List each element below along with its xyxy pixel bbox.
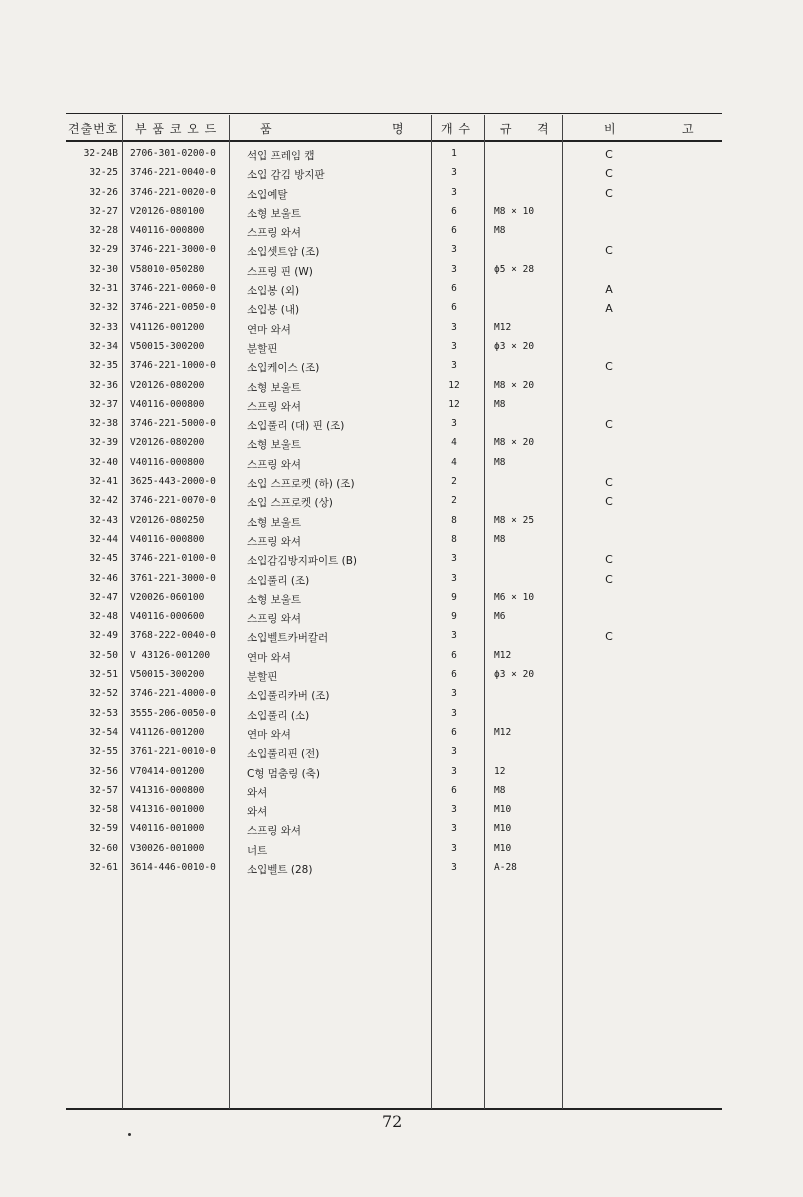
part-name: 스프링 와셔: [247, 400, 302, 413]
part-code: V40116-000800: [130, 225, 205, 237]
part-name: 소입예탈: [247, 188, 288, 201]
table-row: [0, 241, 803, 260]
part-quantity: 8: [451, 514, 457, 526]
part-name: 소입감김방지파이트 (B): [247, 555, 358, 568]
part-number: 32-58: [89, 804, 118, 816]
part-note: C: [605, 418, 613, 432]
part-note: C: [605, 186, 613, 200]
part-name: 스프링 와셔: [247, 613, 302, 626]
part-number: 32-56: [89, 765, 118, 777]
header-spec-left: 규: [500, 122, 513, 136]
part-quantity: 6: [451, 649, 457, 661]
part-quantity: 3: [451, 186, 457, 198]
part-name: 소형 보울트: [247, 381, 302, 394]
part-quantity: 1: [451, 148, 457, 159]
part-number: 32-60: [89, 842, 118, 854]
table-row: [0, 203, 803, 222]
table-row: [0, 570, 803, 589]
page-number: 72: [382, 1112, 403, 1131]
part-quantity: 6: [451, 225, 457, 237]
part-number: 32-45: [89, 553, 118, 565]
header-qty: 개 수: [441, 122, 471, 136]
part-quantity: 3: [451, 823, 457, 835]
part-code: 3746-221-0040-0: [130, 167, 216, 179]
part-name: 소입벨트 (28): [247, 863, 313, 876]
part-number: 32-54: [89, 726, 118, 738]
part-spec: M8: [494, 533, 506, 545]
part-quantity: 3: [451, 321, 457, 333]
part-code: V50015-300200: [130, 669, 205, 681]
part-number: 32-34: [89, 340, 118, 352]
header-spec-right: 격: [537, 122, 550, 136]
table-row: [0, 280, 803, 299]
table-row: [0, 589, 803, 608]
part-quantity: 6: [451, 669, 457, 681]
part-code: 3746-221-4000-0: [130, 688, 216, 700]
part-number: 32-43: [89, 514, 118, 526]
part-note: A: [605, 283, 613, 297]
part-number: 32-51: [89, 669, 118, 681]
part-quantity: 2: [451, 495, 457, 507]
part-name: 너트: [247, 844, 268, 857]
table-row: [0, 550, 803, 569]
part-code: 3625-443-2000-0: [130, 476, 216, 488]
part-number: 32-28: [89, 225, 118, 237]
part-number: 32-44: [89, 533, 118, 545]
part-code: V41126-001200: [130, 321, 205, 333]
part-code: V41316-000800: [130, 784, 205, 796]
part-quantity: 3: [451, 707, 457, 719]
part-quantity: 3: [451, 263, 457, 275]
part-spec: M6: [494, 611, 506, 623]
part-code: V50015-300200: [130, 340, 205, 352]
part-number: 32-31: [89, 283, 118, 295]
part-number: 32-33: [89, 321, 118, 333]
table-row: [0, 338, 803, 357]
table-row: [0, 685, 803, 704]
part-note: A: [605, 302, 613, 316]
part-name: 스프링 와셔: [247, 458, 302, 471]
part-quantity: 3: [451, 842, 457, 854]
table-header: [0, 116, 803, 140]
table-row: [0, 763, 803, 782]
table-row: [0, 782, 803, 801]
part-name: 스프링 와셔: [247, 825, 302, 838]
table-row: [0, 647, 803, 666]
bottom-rule: [66, 1108, 722, 1110]
part-code: V40116-000800: [130, 456, 205, 468]
part-name: 소입케이스 (조): [247, 362, 320, 375]
table-row: [0, 357, 803, 376]
header-no: 견출번호: [68, 122, 119, 136]
table-row: [0, 724, 803, 743]
header-name-right: 명: [392, 122, 405, 136]
part-name: 와셔: [247, 786, 268, 799]
table-row: [0, 396, 803, 415]
table-row: [0, 184, 803, 203]
table-row: [0, 743, 803, 762]
part-quantity: 3: [451, 746, 457, 758]
part-name: 소입풀리 (소): [247, 709, 310, 722]
part-code: 3746-221-3000-0: [130, 244, 216, 256]
part-spec: M10: [494, 842, 512, 854]
header-note-left: 비: [604, 122, 617, 136]
part-code: V40116-000800: [130, 398, 205, 410]
table-row: [0, 473, 803, 492]
table-row: [0, 840, 803, 859]
part-spec: 12: [494, 765, 506, 777]
part-quantity: 2: [451, 476, 457, 488]
part-name: 분할핀: [247, 342, 278, 355]
part-quantity: 3: [451, 553, 457, 565]
part-code: 3746-221-5000-0: [130, 418, 216, 430]
part-quantity: 3: [451, 630, 457, 642]
part-number: 32-39: [89, 437, 118, 449]
part-quantity: 3: [451, 804, 457, 816]
part-name: 스프링 와셔: [247, 535, 302, 548]
part-spec: A-28: [494, 861, 517, 873]
part-quantity: 6: [451, 302, 457, 314]
table-row: [0, 531, 803, 550]
part-name: 소입셋트암 (조): [247, 246, 320, 259]
part-quantity: 6: [451, 283, 457, 295]
header-note-right: 고: [682, 122, 695, 136]
table-row: [0, 222, 803, 241]
part-code: 3761-221-3000-0: [130, 572, 216, 584]
part-number: 32-38: [89, 418, 118, 430]
part-quantity: 3: [451, 688, 457, 700]
part-number: 32-40: [89, 456, 118, 468]
part-code: 3761-221-0010-0: [130, 746, 216, 758]
part-quantity: 9: [451, 591, 457, 603]
part-number: 32-49: [89, 630, 118, 642]
part-code: V20126-080200: [130, 437, 205, 449]
part-quantity: 6: [451, 205, 457, 217]
part-spec: M8: [494, 456, 506, 468]
part-spec: ϕ5 × 28: [494, 263, 535, 275]
part-name: 소입풀리핀 (전): [247, 748, 320, 761]
table-row: [0, 261, 803, 280]
part-code: V20126-080100: [130, 205, 205, 217]
table-row: [0, 319, 803, 338]
part-number: 32-41: [89, 476, 118, 488]
part-code: V20126-080200: [130, 379, 205, 391]
part-quantity: 4: [451, 437, 457, 449]
part-name: 소입벨트카버칼러: [247, 632, 329, 645]
part-code: V40116-000800: [130, 533, 205, 545]
table-row: [0, 164, 803, 183]
part-number: 32-25: [89, 167, 118, 179]
table-row: [0, 859, 803, 878]
part-number: 32-47: [89, 591, 118, 603]
part-spec: M8: [494, 225, 506, 237]
part-spec: M8: [494, 784, 506, 796]
table-row: [0, 801, 803, 820]
part-name: 소입 감김 방지판: [247, 169, 325, 182]
part-code: V30026-001000: [130, 842, 205, 854]
part-name: 소입 스프로켓 (하) (조): [247, 478, 355, 491]
part-name: 석입 프레임 캡: [247, 150, 315, 162]
part-number: 32-52: [89, 688, 118, 700]
part-code: V41126-001200: [130, 726, 205, 738]
part-spec: M10: [494, 804, 512, 816]
table-row: [0, 145, 803, 164]
part-name: 소입풀리 (조): [247, 574, 310, 587]
part-spec: M8 × 20: [494, 437, 535, 449]
part-quantity: 3: [451, 340, 457, 352]
table-row: [0, 415, 803, 434]
part-code: 3746-221-0070-0: [130, 495, 216, 507]
part-code: 3746-221-0060-0: [130, 283, 216, 295]
part-name: 연마 와셔: [247, 651, 291, 664]
part-name: 소입봉 (내): [247, 304, 300, 317]
part-name: 스프링 와셔: [247, 227, 302, 240]
part-spec: ϕ3 × 20: [494, 669, 535, 681]
part-number: 32-46: [89, 572, 118, 584]
part-code: V20026-060100: [130, 591, 205, 603]
part-name: 소형 보울트: [247, 516, 302, 529]
part-name: 소입 스프로켓 (상): [247, 497, 333, 510]
part-quantity: 3: [451, 765, 457, 777]
part-code: V40116-000600: [130, 611, 205, 623]
table-row: [0, 492, 803, 511]
part-number: 32-29: [89, 244, 118, 256]
part-quantity: 4: [451, 456, 457, 468]
part-code: 2706-301-0200-0: [130, 148, 216, 159]
table-row: [0, 454, 803, 473]
part-code: 3746-221-1000-0: [130, 360, 216, 372]
part-note: C: [605, 495, 613, 509]
part-number: 32-42: [89, 495, 118, 507]
table-row: [0, 608, 803, 627]
header-name-left: 품: [260, 122, 273, 136]
table-row: [0, 820, 803, 839]
part-note: C: [605, 630, 613, 644]
table-row: [0, 666, 803, 685]
part-note: C: [605, 476, 613, 490]
part-code: V 43126-001200: [130, 649, 211, 661]
top-rule: [66, 113, 722, 114]
part-name: 소입풀리카버 (조): [247, 690, 330, 703]
part-quantity: 3: [451, 244, 457, 256]
part-spec: M8 × 20: [494, 379, 535, 391]
part-code: 3614-446-0010-0: [130, 861, 216, 873]
part-quantity: 6: [451, 726, 457, 738]
part-spec: M8 × 25: [494, 514, 535, 526]
part-number: 32-61: [89, 861, 118, 873]
part-code: V40116-001000: [130, 823, 205, 835]
part-number: 32-30: [89, 263, 118, 275]
part-name: 소입봉 (외): [247, 285, 300, 298]
table-row: [0, 434, 803, 453]
header-rule: [66, 140, 722, 142]
part-number: 32-24B: [83, 148, 118, 159]
part-note: C: [605, 167, 613, 181]
part-name: 연마 와셔: [247, 323, 291, 336]
ink-dot: [128, 1133, 131, 1136]
part-name: 소형 보울트: [247, 439, 302, 452]
table-row: [0, 299, 803, 318]
table-row: [0, 627, 803, 646]
part-quantity: 8: [451, 533, 457, 545]
part-name: 와셔: [247, 806, 268, 819]
part-quantity: 9: [451, 611, 457, 623]
part-quantity: 3: [451, 572, 457, 584]
part-spec: M6 × 10: [494, 591, 535, 603]
part-number: 32-53: [89, 707, 118, 719]
part-code: 3746-221-0050-0: [130, 302, 216, 314]
part-quantity: 6: [451, 784, 457, 796]
part-number: 32-57: [89, 784, 118, 796]
part-code: 3746-221-0100-0: [130, 553, 216, 565]
part-code: 3555-206-0050-0: [130, 707, 216, 719]
part-spec: M10: [494, 823, 512, 835]
part-code: V41316-001000: [130, 804, 205, 816]
part-number: 32-50: [89, 649, 118, 661]
part-spec: M8: [494, 398, 506, 410]
part-quantity: 3: [451, 360, 457, 372]
part-spec: M12: [494, 726, 512, 738]
part-spec: ϕ3 × 20: [494, 340, 535, 352]
part-note: C: [605, 572, 613, 586]
parts-table-body: [0, 145, 803, 878]
table-row: [0, 377, 803, 396]
part-number: 32-32: [89, 302, 118, 314]
part-note: C: [605, 244, 613, 258]
part-name: C형 멈춤링 (축): [247, 767, 320, 780]
part-spec: M12: [494, 321, 512, 333]
part-name: 연마 와셔: [247, 728, 291, 741]
part-code: 3746-221-0020-0: [130, 186, 216, 198]
part-name: 스프링 핀 (W): [247, 265, 313, 278]
table-row: [0, 705, 803, 724]
part-number: 32-55: [89, 746, 118, 758]
part-code: 3768-222-0040-0: [130, 630, 216, 642]
part-quantity: 12: [448, 379, 460, 391]
table-row: [0, 512, 803, 531]
part-name: 소형 보울트: [247, 593, 302, 606]
part-quantity: 3: [451, 167, 457, 179]
part-number: 32-37: [89, 398, 118, 410]
header-code: 부 품 코 오 드: [135, 122, 218, 136]
part-number: 32-35: [89, 360, 118, 372]
part-quantity: 3: [451, 861, 457, 873]
part-code: V20126-080250: [130, 514, 205, 526]
part-number: 32-36: [89, 379, 118, 391]
part-number: 32-48: [89, 611, 118, 623]
part-quantity: 12: [448, 398, 460, 410]
part-number: 32-27: [89, 205, 118, 217]
part-code: V70414-001200: [130, 765, 205, 777]
part-spec: M8 × 10: [494, 205, 535, 217]
part-quantity: 3: [451, 418, 457, 430]
part-code: V58010-050280: [130, 263, 205, 275]
part-note: C: [605, 360, 613, 374]
part-name: 소입풀리 (대) 핀 (조): [247, 420, 345, 433]
part-name: 분할핀: [247, 671, 278, 684]
part-number: 32-26: [89, 186, 118, 198]
part-name: 소형 보울트: [247, 207, 302, 220]
part-note: C: [605, 553, 613, 567]
part-spec: M12: [494, 649, 512, 661]
part-number: 32-59: [89, 823, 118, 835]
part-note: C: [605, 148, 613, 161]
